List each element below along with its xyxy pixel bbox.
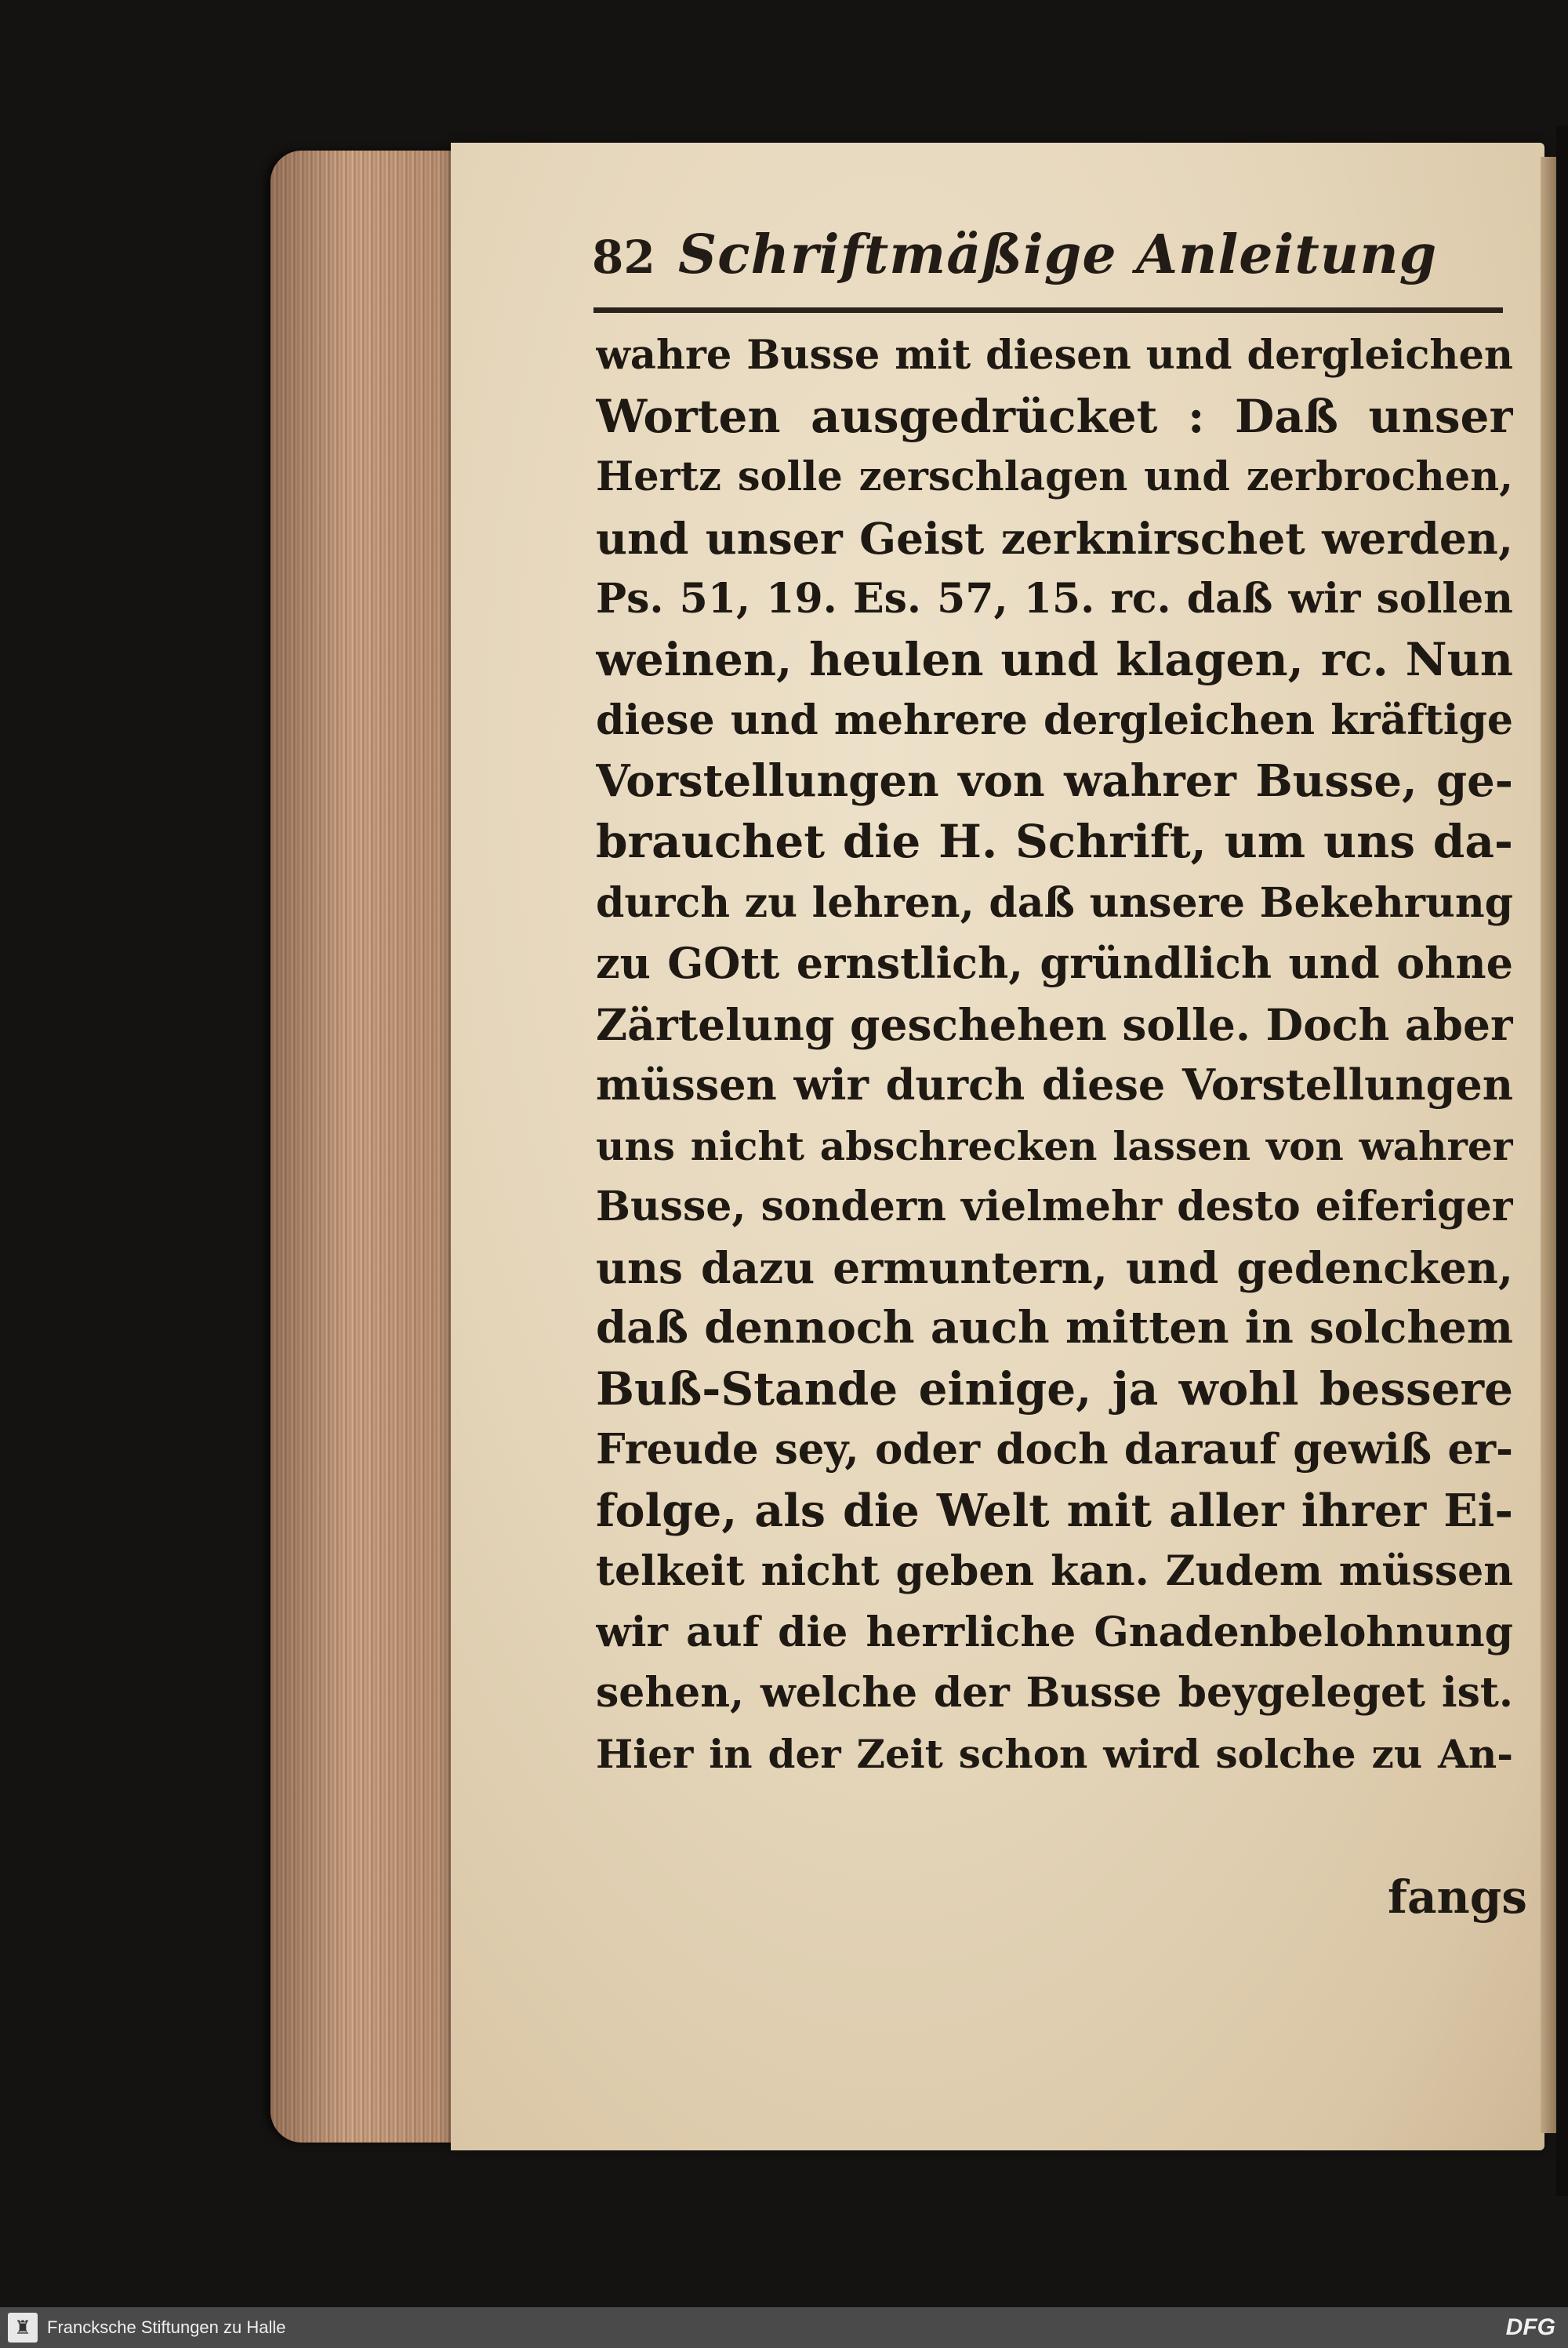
text-line: Ps. 51, 19. Es. 57, 15. rc. daß wir sollen <box>596 575 1513 623</box>
page-header <box>592 224 1509 294</box>
header-rule <box>593 307 1503 313</box>
text-line: Hertz solle zerschlagen und zerbrochen, <box>596 453 1513 500</box>
running-head: Schriftmäßige Anleitung <box>678 224 1438 286</box>
dfg-logo: DFG <box>1505 2314 1555 2340</box>
francke-foundation-logo-icon: ♜ <box>8 2313 38 2343</box>
text-line: brauchet die H. Schrift, um uns da- <box>596 815 1513 868</box>
catchword: fangs <box>1388 1870 1527 1924</box>
text-line: Busse, sondern vielmehr desto eiferiger <box>596 1183 1513 1230</box>
text-line: diese und mehrere dergleichen kräftige <box>596 696 1513 744</box>
text-line: Worten ausgedrücket : Daß unser <box>596 389 1513 443</box>
text-line: müssen wir durch diese Vorstellungen <box>596 1060 1513 1110</box>
text-line: durch zu lehren, daß unsere Bekehrung <box>596 878 1513 927</box>
book-page-edges <box>270 151 470 2143</box>
page-number: 82 <box>592 231 655 284</box>
text-line: Freude sey, oder doch darauf gewiß er- <box>596 1425 1513 1474</box>
text-line: telkeit nicht geben kan. Zudem müssen <box>596 1547 1513 1595</box>
body-text <box>596 325 1513 1784</box>
text-line: sehen, welche der Busse beygeleget ist. <box>596 1669 1513 1717</box>
text-line: uns dazu ermuntern, und gedencken, <box>596 1241 1513 1293</box>
text-line: und unser Geist zerknirschet werden, <box>596 512 1513 564</box>
facing-page-edge <box>1556 125 1568 2196</box>
text-line: Hier in der Zeit schon wird solche zu An- <box>596 1730 1513 1777</box>
footer-bar <box>0 2307 1568 2348</box>
text-line: wir auf die herrliche Gnadenbelohnung <box>596 1608 1513 1656</box>
text-line: folge, als die Welt mit aller ihrer Ei- <box>596 1484 1513 1537</box>
institution-name: Francksche Stiftungen zu Halle <box>47 2317 286 2337</box>
footer-left <box>0 2313 286 2343</box>
text-line: Vorstellungen von wahrer Busse, ge- <box>596 754 1513 807</box>
gutter-shadow <box>1541 157 1556 2133</box>
text-line: weinen, heulen und klagen, rc. Nun <box>596 632 1513 686</box>
text-line: uns nicht abschrecken lassen von wahrer <box>596 1122 1513 1169</box>
text-line: zu GOtt ernstlich, gründlich und ohne <box>596 938 1513 988</box>
text-line: Zärtelung geschehen solle. Doch aber <box>596 998 1513 1050</box>
text-line: wahre Busse mit diesen und dergleichen <box>596 332 1513 379</box>
text-line: Buß-Stande einige, ja wohl bessere <box>596 1361 1513 1416</box>
text-line: daß dennoch auch mitten in solchem <box>596 1302 1513 1354</box>
